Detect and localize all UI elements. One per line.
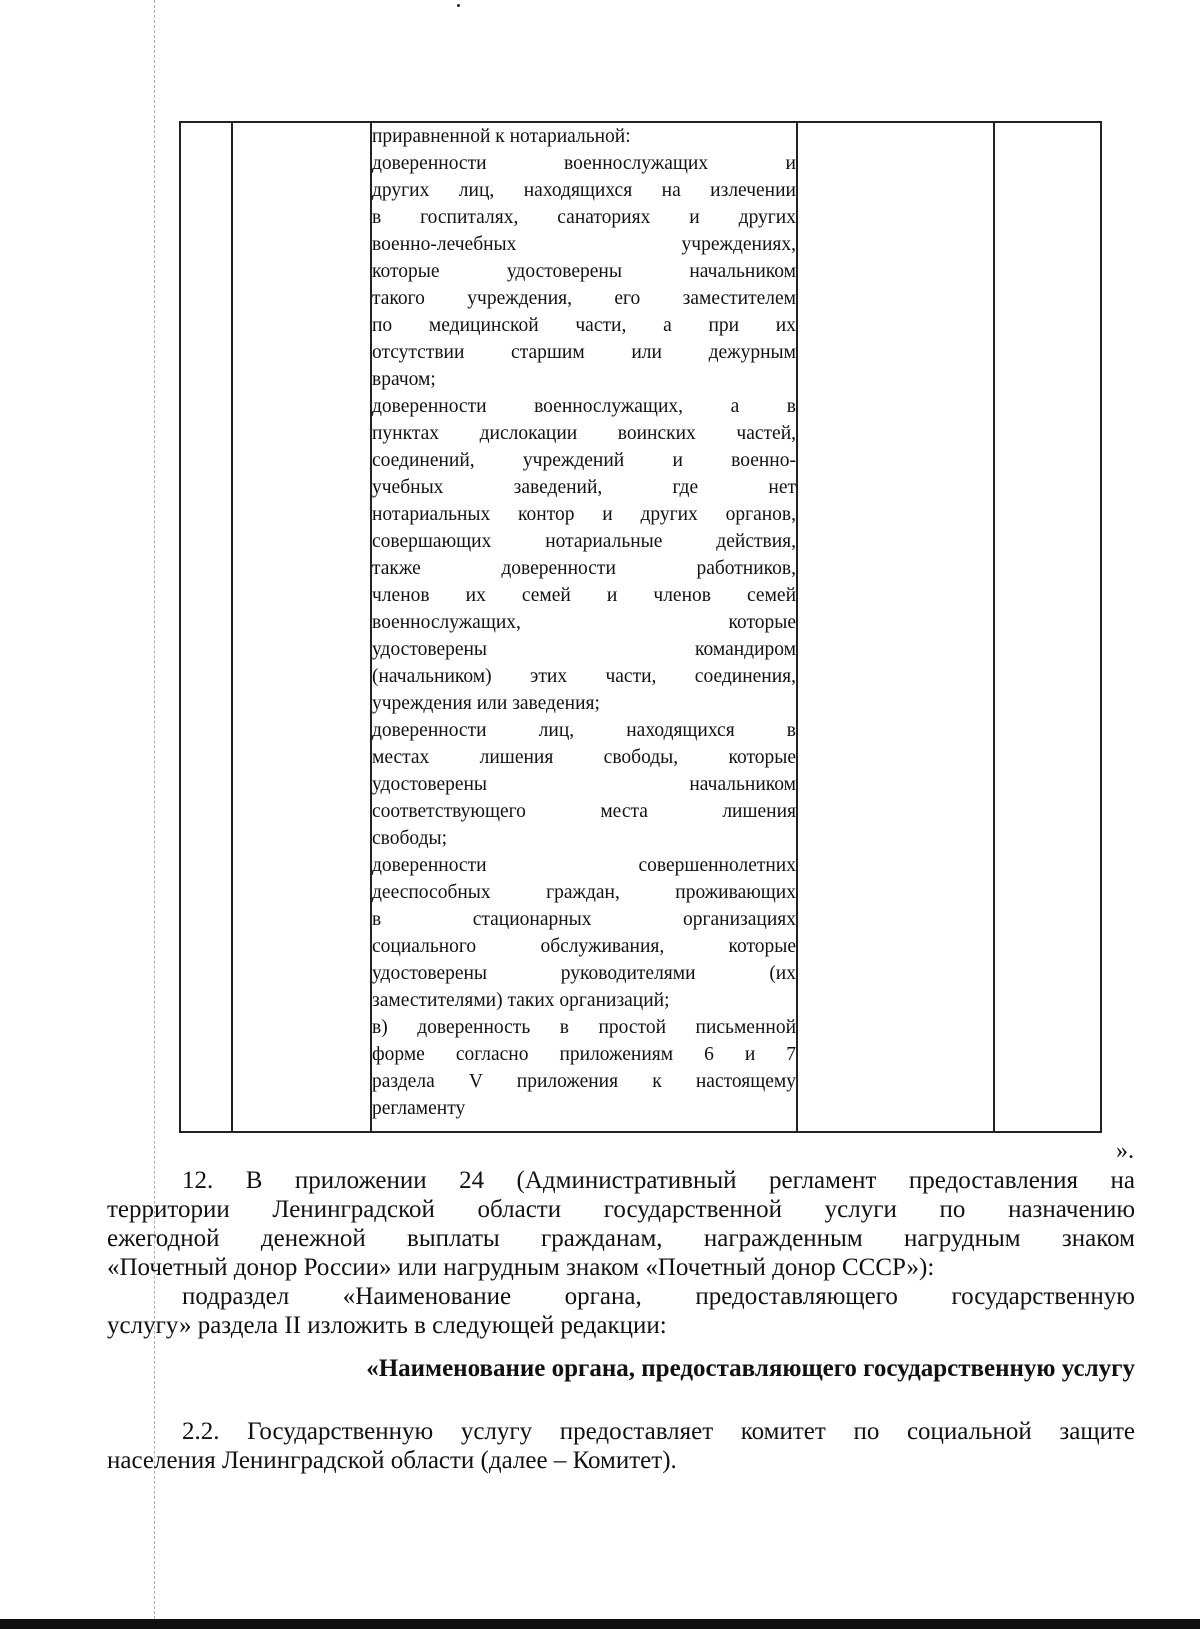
table-cell-line: также доверенности работников, xyxy=(372,558,796,579)
table-cell-line: доверенности военнослужащих, а в xyxy=(372,396,796,417)
table-cell-documents xyxy=(371,122,797,1132)
table-cell-line: соответствующего места лишения xyxy=(372,801,796,822)
table-cell-number xyxy=(180,122,232,1132)
table-cell-line: отсутствии старшим или дежурным xyxy=(372,342,796,363)
table-cell-line: удостоверены руководителями (их xyxy=(372,963,796,984)
table-cell-line: по медицинской части, а при их xyxy=(372,315,796,336)
table-cell-line: военно-лечебных учреждениях, xyxy=(372,234,796,255)
table-cell-line: соединений, учреждений и военно- xyxy=(372,450,796,471)
table-cell-line: раздела V приложения к настоящему xyxy=(372,1071,796,1092)
paragraph-line: населения Ленинградской области (далее – Комитет). xyxy=(107,1447,677,1474)
table-cell-line: форме согласно приложениям 6 и 7 xyxy=(372,1044,796,1065)
table-cell-line: пунктах дислокации воинских частей, xyxy=(372,423,796,444)
table-cell-category xyxy=(232,122,371,1132)
table-cell-line: такого учреждения, его заместителем xyxy=(372,288,796,309)
table-cell-line: совершающих нотариальные действия, xyxy=(372,531,796,552)
paragraph-line: «Почетный донор России» или нагрудным знаком «Почетный донор СССР»): xyxy=(107,1254,935,1281)
table-row xyxy=(180,122,1101,1132)
table-cell-line: свободы; xyxy=(372,828,448,849)
table-cell-line: (начальником) этих части, соединения, xyxy=(372,666,796,687)
table-cell-line: удостоверены начальником xyxy=(372,774,796,795)
table-cell-line: нотариальных контор и других органов, xyxy=(372,504,796,525)
table-cell-line: в госпиталях, санаториях и других xyxy=(372,207,796,228)
paragraph-line: территории Ленинградской области государственной услуги по назначению xyxy=(107,1196,1135,1223)
table-cell-line: местах лишения свободы, которые xyxy=(372,747,796,768)
paragraph-subsection xyxy=(107,1282,1135,1340)
table-cell-line: социального обслуживания, которые xyxy=(372,936,796,957)
table-cell-line: доверенности совершеннолетних xyxy=(372,855,796,876)
table-cell-line: которые удостоверены начальником xyxy=(372,261,796,282)
paragraph-line: 2.2. Государственную услугу предоставляет комитет по социальной защите xyxy=(182,1418,1135,1445)
scan-edge-line xyxy=(154,0,156,1629)
table-cell-line: врачом; xyxy=(372,369,436,390)
paragraph-line: подраздел «Наименование органа, предоставляющего государственную xyxy=(182,1283,1135,1310)
table-cell-line: заместителями) таких организаций; xyxy=(372,990,670,1011)
table-cell-line: учебных заведений, где нет xyxy=(372,477,796,498)
closing-quote: ». xyxy=(1116,1138,1134,1164)
paragraph-line: 12. В приложении 24 (Административный регламент предоставления на xyxy=(182,1167,1135,1194)
table-cell-line: в стационарных организациях xyxy=(372,909,796,930)
paragraph-line: услугу» раздела II изложить в следующей редакции: xyxy=(107,1312,667,1339)
table-cell-line: приравненной к нотариальной: xyxy=(372,126,631,147)
table-cell-line: доверенности лиц, находящихся в xyxy=(372,720,796,741)
table-cell-line: доверенности военнослужащих и xyxy=(372,153,796,174)
paragraph-2-2 xyxy=(107,1417,1135,1475)
table-cell-line: регламенту xyxy=(372,1098,466,1119)
table-cell-line: дееспособных граждан, проживающих xyxy=(372,882,796,903)
table-cell-line: в) доверенность в простой письменной xyxy=(372,1017,796,1038)
table-cell-notes xyxy=(797,122,994,1132)
table-cell-line: удостоверены командиром xyxy=(372,639,796,660)
table-cell-extra xyxy=(994,122,1101,1132)
scan-bottom-border xyxy=(0,1619,1200,1629)
scan-speck xyxy=(457,4,460,7)
table-cell-line: других лиц, находящихся на излечении xyxy=(372,180,796,201)
documents-text xyxy=(372,123,796,1122)
table-cell-line: военнослужащих, которые xyxy=(372,612,796,633)
section-heading: «Наименование органа, предоставляющего государственную услугу xyxy=(366,1355,1135,1382)
continuation-table xyxy=(179,121,1102,1133)
table-cell-line: членов их семей и членов семей xyxy=(372,585,796,606)
paragraph-12 xyxy=(107,1166,1135,1282)
table-cell-line: учреждения или заведения; xyxy=(372,693,600,714)
paragraph-line: ежегодной денежной выплаты гражданам, награжденным нагрудным знаком xyxy=(107,1225,1135,1252)
